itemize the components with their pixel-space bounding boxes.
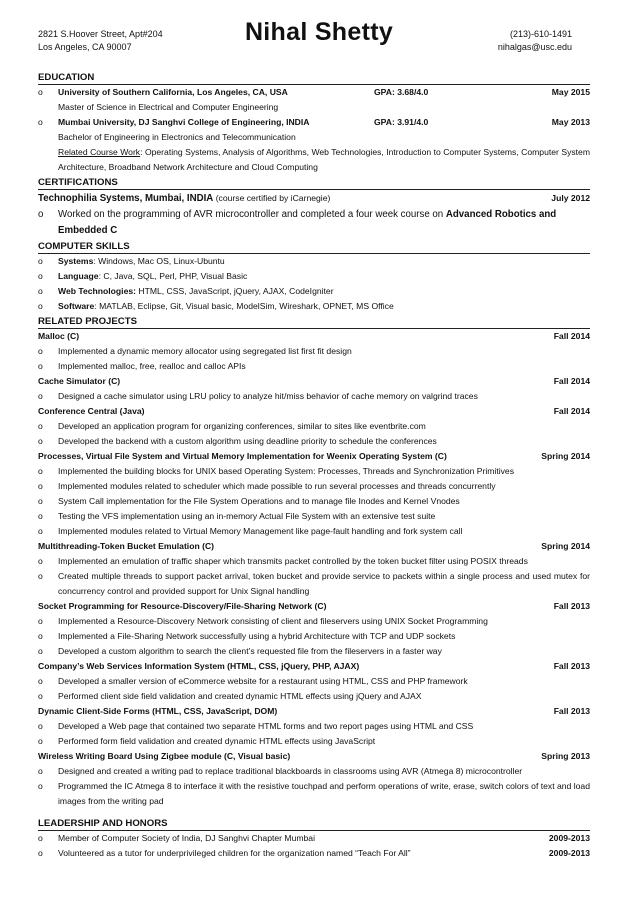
bullet-marker: o [38,421,43,431]
graduation-date: May 2013 [551,117,590,127]
project-bullet [38,509,590,524]
project-bullet [38,644,590,659]
project-bullet-text: Testing the VFS implementation using an in-memory Actual File System with an extensive test suite [58,511,436,521]
project-header [38,374,590,389]
project-bullet-text: Implemented modules related to Virtual Memory Management like page-fault handling and fork system call [58,526,463,536]
project-bullet-text: System Call implementation for the File System Operations and to manage file Inodes and Kernel Vnodes [58,496,460,506]
skills-heading: COMPUTER SKILLS [38,239,590,254]
project-bullet-text: Developed an application program for organizing conferences, similar to sites like eventbrite.com [58,421,426,431]
school-name: University of Southern California, Los Angeles, CA, USA [58,87,288,97]
skill-label: Language [58,271,99,281]
project-date: Spring 2013 [541,751,590,761]
honor-item [38,831,590,846]
project-bullet-text: Performed client side field validation and created dynamic HTML effects using jQuery and AJAX [58,691,422,701]
bullet-marker: o [38,346,43,356]
project-bullet-text: Implemented malloc, free, realloc and calloc APIs [58,361,246,371]
project-bullet-text: Developed a Web page that contained two separate HTML forms and two report pages using HTML and CSS [58,721,474,731]
project-title: Dynamic Client-Side Forms (HTML, CSS, JavaScript, DOM) [38,706,278,716]
bullet-marker: o [38,466,43,476]
cert-note: (course certified by iCarnegie) [213,193,331,203]
project-bullet-text: Implemented a dynamic memory allocator using segregated list first fit design [58,346,352,356]
skill-value: : MATLAB, Eclipse, Git, Visual basic, ModelSim, Wireshark, OPNET, MS Office [94,301,394,311]
resume-body [38,70,590,861]
project-bullet-text: Created multiple threads to support packet arrival, token bucket and provide service to packets within a single process and used mutex for concurrency control and provided support for Unix Signal handling [58,571,590,596]
bullet-marker: o [38,646,43,656]
bullet-marker: o [38,571,43,581]
skill-item [38,284,590,299]
bullet-marker: o [38,209,44,220]
project-header [38,449,590,464]
project-bullet [38,569,590,599]
project-header [38,749,590,764]
project-entry [38,599,590,659]
project-bullet-text: Developed the backend with a custom algorithm using deadline priority to schedule the conferences [58,436,437,446]
skill-text [58,284,590,299]
project-date: Fall 2013 [553,601,590,611]
project-bullet [38,344,590,359]
project-date: Fall 2014 [553,406,590,416]
project-title: Company’s Web Services Information System (HTML, CSS, jQuery, PHP, AJAX) [38,661,360,671]
coursework-label: Related Course Work [58,147,141,157]
project-header [38,539,590,554]
project-title: Processes, Virtual File System and Virtual Memory Implementation for Weenix Operating System (C) [38,451,447,461]
project-bullet [38,359,590,374]
bullet-marker: o [38,616,43,626]
skill-value: : Windows, Mac OS, Linux-Ubuntu [93,256,225,266]
cert-org: Technophilia Systems, Mumbai, INDIA [38,193,214,204]
project-bullet-text: Implemented a Resource-Discovery Network consisting of client and fileservers using UNIX Socket Programming [58,616,488,626]
project-entry [38,659,590,704]
bullet-marker: o [38,833,43,843]
project-header [38,599,590,614]
project-bullet [38,629,590,644]
project-title: Malloc (C) [38,331,80,341]
coursework [38,145,590,175]
skill-item [38,269,590,284]
gpa: GPA: 3.68/4.0 [374,87,429,97]
skill-text [58,254,590,269]
skill-label: Systems [58,256,94,266]
project-date: Fall 2013 [553,661,590,671]
bullet-marker: o [38,736,43,746]
project-bullet [38,434,590,449]
project-entry [38,404,590,449]
project-date: Spring 2014 [541,451,590,461]
bullet-marker: o [38,391,43,401]
bullet-marker: o [38,676,43,686]
project-entry [38,539,590,599]
email-address: nihalgas@usc.edu [497,42,572,52]
skill-item [38,254,590,269]
bullet-marker: o [38,286,43,296]
skill-label: Web Technologies: [58,286,136,296]
address-line-1: 2821 S.Hoover Street, Apt#204 [38,29,163,39]
project-header [38,329,590,344]
honor-date: 2009-2013 [548,848,590,858]
project-bullet-text: Implemented a File-Sharing Network successfully using a hybrid Architecture with TCP and UDP sockets [58,631,456,641]
project-entry [38,749,590,809]
project-title: Socket Programming for Resource-Discovery/File-Sharing Network (C) [38,601,327,611]
bullet-marker: o [38,256,43,266]
bullet-marker: o [38,481,43,491]
bullet-marker: o [38,361,43,371]
project-header [38,659,590,674]
certification-entry [38,190,590,207]
phone-number: (213)-610-1491 [509,29,572,39]
cert-date: July 2012 [551,193,590,203]
skill-text [58,299,590,314]
project-bullet [38,554,590,569]
certifications-heading: CERTIFICATIONS [38,175,590,190]
candidate-name: Nihal Shetty [244,18,394,46]
project-bullet [38,779,590,809]
project-bullet [38,419,590,434]
project-date: Spring 2014 [541,541,590,551]
project-bullet [38,719,590,734]
skill-label: Software [58,301,95,311]
bullet-marker: o [38,511,43,521]
degree: Master of Science in Electrical and Computer Engineering [58,102,279,112]
bullet-marker: o [38,781,43,791]
skill-text [58,269,590,284]
education-entry [38,85,590,115]
project-bullet [38,464,590,479]
coursework-list: : Operating Systems, Analysis of Algorithms, Web Technologies, Introduction to Computer Systems, Computer System Architecture, Broadband Network Architecture and Cloud Computing [58,147,590,172]
project-bullet [38,614,590,629]
bullet-marker: o [38,766,43,776]
project-bullet-text: Implemented modules related to scheduler which made possible to run several processes and threads concurrently [58,481,496,491]
skills-list [38,254,590,314]
project-entry [38,449,590,539]
leadership-list [38,831,590,861]
leadership-heading: LEADERSHIP AND HONORS [38,816,590,831]
project-bullet [38,764,590,779]
project-bullet [38,734,590,749]
project-bullet-text: Implemented an emulation of traffic shaper which transmits packet controlled by the token bucket filter using POSIX threads [58,556,528,566]
projects-heading: RELATED PROJECTS [38,314,590,329]
project-bullet-text: Designed a cache simulator using LRU policy to analyze hit/miss behavior of cache memory on valgrind traces [58,391,478,401]
bullet-marker: o [38,691,43,701]
skill-value: : C, Java, SQL, Perl, PHP, Visual Basic [98,271,248,281]
bullet-marker: o [38,631,43,641]
project-bullet-text: Designed and created a writing pad to replace traditional blackboards in classrooms using AVR (Atmega 8) microcontroller [58,766,523,776]
school-name: Mumbai University, DJ Sanghvi College of Engineering, INDIA [58,117,310,127]
project-bullet-text: Developed a custom algorithm to search the client’s requested file from the fileservers in a faster way [58,646,442,656]
project-bullet-text: Performed form field validation and created dynamic HTML effects using JavaScript [58,736,376,746]
bullet-marker: o [38,721,43,731]
skill-item [38,299,590,314]
project-date: Fall 2014 [553,376,590,386]
bullet-marker: o [38,87,43,97]
education-entry [38,115,590,175]
project-bullet-text: Developed a smaller version of eCommerce website for a restaurant using HTML, CSS and PHP framework [58,676,468,686]
gpa: GPA: 3.91/4.0 [374,117,429,127]
project-bullet [38,494,590,509]
education-heading: EDUCATION [38,70,590,85]
project-header [38,404,590,419]
project-entry [38,329,590,374]
project-title: Wireless Writing Board Using Zigbee module (C, Visual basic) [38,751,291,761]
honor-date: 2009-2013 [548,833,590,843]
honor-text: Member of Computer Society of India, DJ Sanghvi Chapter Mumbai [58,833,315,843]
project-bullet [38,524,590,539]
certification-desc [38,207,590,239]
bullet-marker: o [38,526,43,536]
project-date: Fall 2013 [553,706,590,716]
projects-list [38,329,590,809]
address-line-2: Los Angeles, CA 90007 [38,42,132,52]
bullet-marker: o [38,117,43,127]
project-bullet [38,689,590,704]
project-bullet-text: Implemented the building blocks for UNIX based Operating System: Processes, Threads and Synchronization Primitives [58,466,515,476]
degree: Bachelor of Engineering in Electronics and Telecommunication [58,132,296,142]
project-title: Cache Simulator (C) [38,376,121,386]
bullet-marker: o [38,436,43,446]
project-entry [38,374,590,404]
project-entry [38,704,590,749]
project-bullet [38,479,590,494]
honor-text: Volunteered as a tutor for underprivileged children for the organization named “Teach For All” [58,848,411,858]
bullet-marker: o [38,271,43,281]
cert-desc: Worked on the programming of AVR microcontroller and completed a four week course on [58,209,446,220]
honor-item [38,846,590,861]
project-bullet [38,389,590,404]
bullet-marker: o [38,496,43,506]
bullet-marker: o [38,556,43,566]
project-header [38,704,590,719]
project-date: Fall 2014 [553,331,590,341]
skill-value: HTML, CSS, JavaScript, jQuery, AJAX, CodeIgniter [136,286,334,296]
graduation-date: May 2015 [551,87,590,97]
project-bullet-text: Programmed the IC Atmega 8 to interface it with the resistive touchpad and perform operations of write, erase, switch colors of text and load images from the writing pad [58,781,590,806]
bullet-marker: o [38,301,43,311]
cert-desc-bold: Advanced Robotics and Embedded C [58,209,557,236]
project-title: Conference Central (Java) [38,406,145,416]
contact-block [498,28,572,54]
bullet-marker: o [38,848,43,858]
project-bullet [38,674,590,689]
project-title: Multithreading-Token Bucket Emulation (C) [38,541,215,551]
